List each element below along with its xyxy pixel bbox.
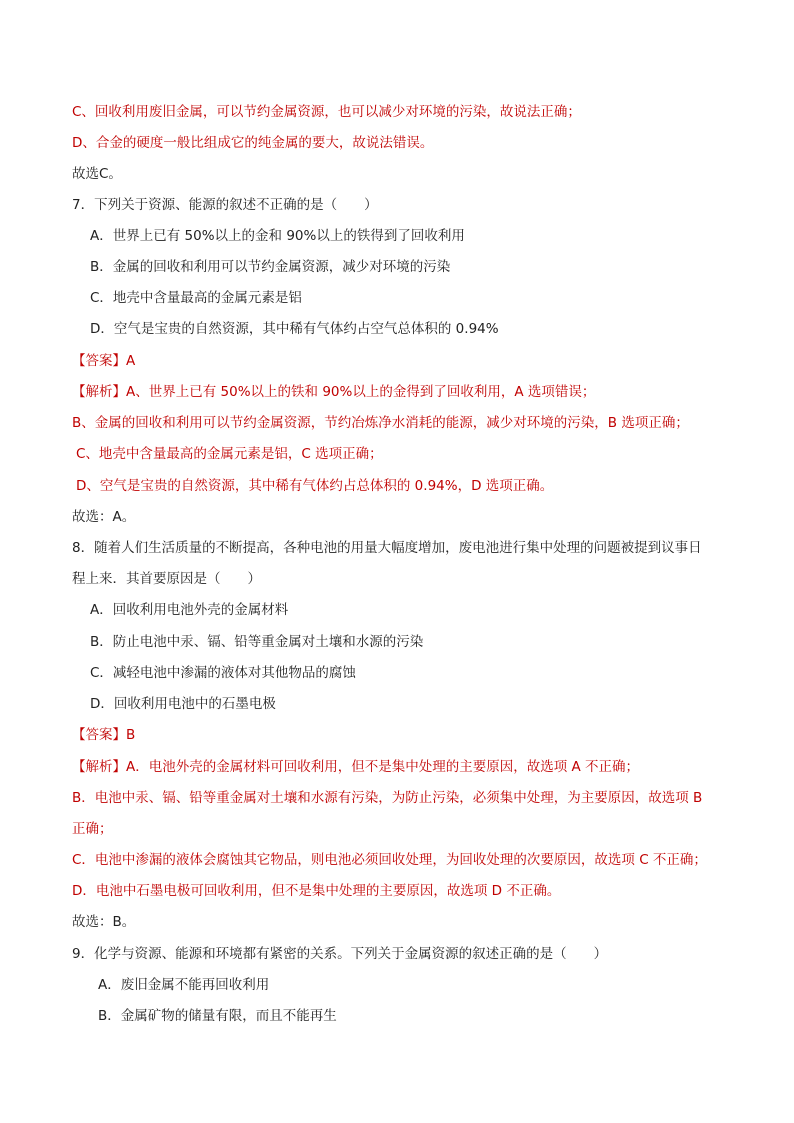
q8-option-a: A．回收利用电池外壳的金属材料 — [90, 602, 289, 618]
q7-option-c: C．地壳中含量最高的金属元素是铝 — [90, 290, 302, 306]
prev-choice: 故选C。 — [72, 166, 122, 182]
q8-analysis-line-4: C．电池中渗漏的液体会腐蚀其它物品，则电池必须回收处理，为回收处理的次要原因，故选项 C 不正确； — [72, 852, 707, 868]
q8-analysis-line-1 — [72, 757, 734, 777]
q8-analysis-line-3: 正确； — [72, 821, 113, 837]
prev-option-d-analysis: D、合金的硬度一般比组成它的纯金属的要大，故说法错误。 — [72, 135, 434, 151]
q9-option-b: B．金属矿物的储量有限，而且不能再生 — [98, 1008, 337, 1024]
q7-analysis-line-2: B、金属的回收和利用可以节约金属资源，节约冶炼净水消耗的能源，减少对环境的污染，B 选项正确； — [72, 415, 689, 431]
q7-analysis-line-4: D、空气是宝贵的自然资源，其中稀有气体约占总体积的 0.94%，D 选项正确。 — [76, 478, 554, 494]
q8-answer — [72, 725, 734, 745]
q7-option-a: A．世界上已有 50%以上的金和 90%以上的铁得到了回收利用 — [90, 228, 465, 244]
analysis-tag: 【解析】 — [72, 384, 126, 400]
answer-tag: 【答案】 — [72, 727, 126, 743]
q8-analysis-line-5: D．电池中石墨电极可回收利用，但不是集中处理的主要原因，故选项 D 不正确。 — [72, 883, 561, 899]
q8-option-c: C．减轻电池中渗漏的液体对其他物品的腐蚀 — [90, 665, 356, 681]
q7-stem: 7．下列关于资源、能源的叙述不正确的是（ ） — [72, 197, 378, 213]
q9-stem: 9．化学与资源、能源和环境都有紧密的关系。下列关于金属资源的叙述正确的是（ ） — [72, 946, 608, 962]
q9-option-a: A．废旧金属不能再回收利用 — [98, 977, 270, 993]
q8-option-b: B．防止电池中汞、镉、铅等重金属对土壤和水源的污染 — [90, 634, 424, 650]
analysis-text: A、世界上已有 50%以上的铁和 90%以上的金得到了回收利用，A 选项错误； — [126, 384, 596, 400]
analysis-text: A．电池外壳的金属材料可回收利用，但不是集中处理的主要原因，故选项 A 不正确； — [126, 759, 640, 775]
answer-value: A — [126, 353, 136, 369]
q8-choice: 故选：B。 — [72, 914, 136, 930]
q8-option-d: D．回收利用电池中的石墨电极 — [90, 696, 276, 712]
q7-option-b: B．金属的回收和利用可以节约金属资源，减少对环境的污染 — [90, 259, 451, 275]
q8-analysis-line-2: B．电池中汞、镉、铅等重金属对土壤和水源有污染，为防止污染，必须集中处理，为主要原因，故选项 B — [72, 790, 703, 806]
analysis-tag: 【解析】 — [72, 759, 126, 775]
q7-analysis-line-1 — [72, 382, 734, 402]
answer-value: B — [126, 727, 136, 743]
q8-stem-line-1: 8．随着人们生活质量的不断提高，各种电池的用量大幅度增加，废电池进行集中处理的问题被提到议事日 — [72, 540, 702, 556]
q7-answer — [72, 351, 734, 371]
q7-analysis-line-3: C、地壳中含量最高的金属元素是铝，C 选项正确； — [76, 446, 383, 462]
prev-option-c-analysis: C、回收利用废旧金属，可以节约金属资源，也可以减少对环境的污染，故说法正确； — [72, 104, 581, 120]
q8-stem-line-2: 程上来．其首要原因是（ ） — [72, 571, 261, 587]
q7-option-d: D．空气是宝贵的自然资源，其中稀有气体约占空气总体积的 0.94% — [90, 321, 499, 337]
answer-tag: 【答案】 — [72, 353, 126, 369]
q7-choice: 故选：A。 — [72, 509, 136, 525]
